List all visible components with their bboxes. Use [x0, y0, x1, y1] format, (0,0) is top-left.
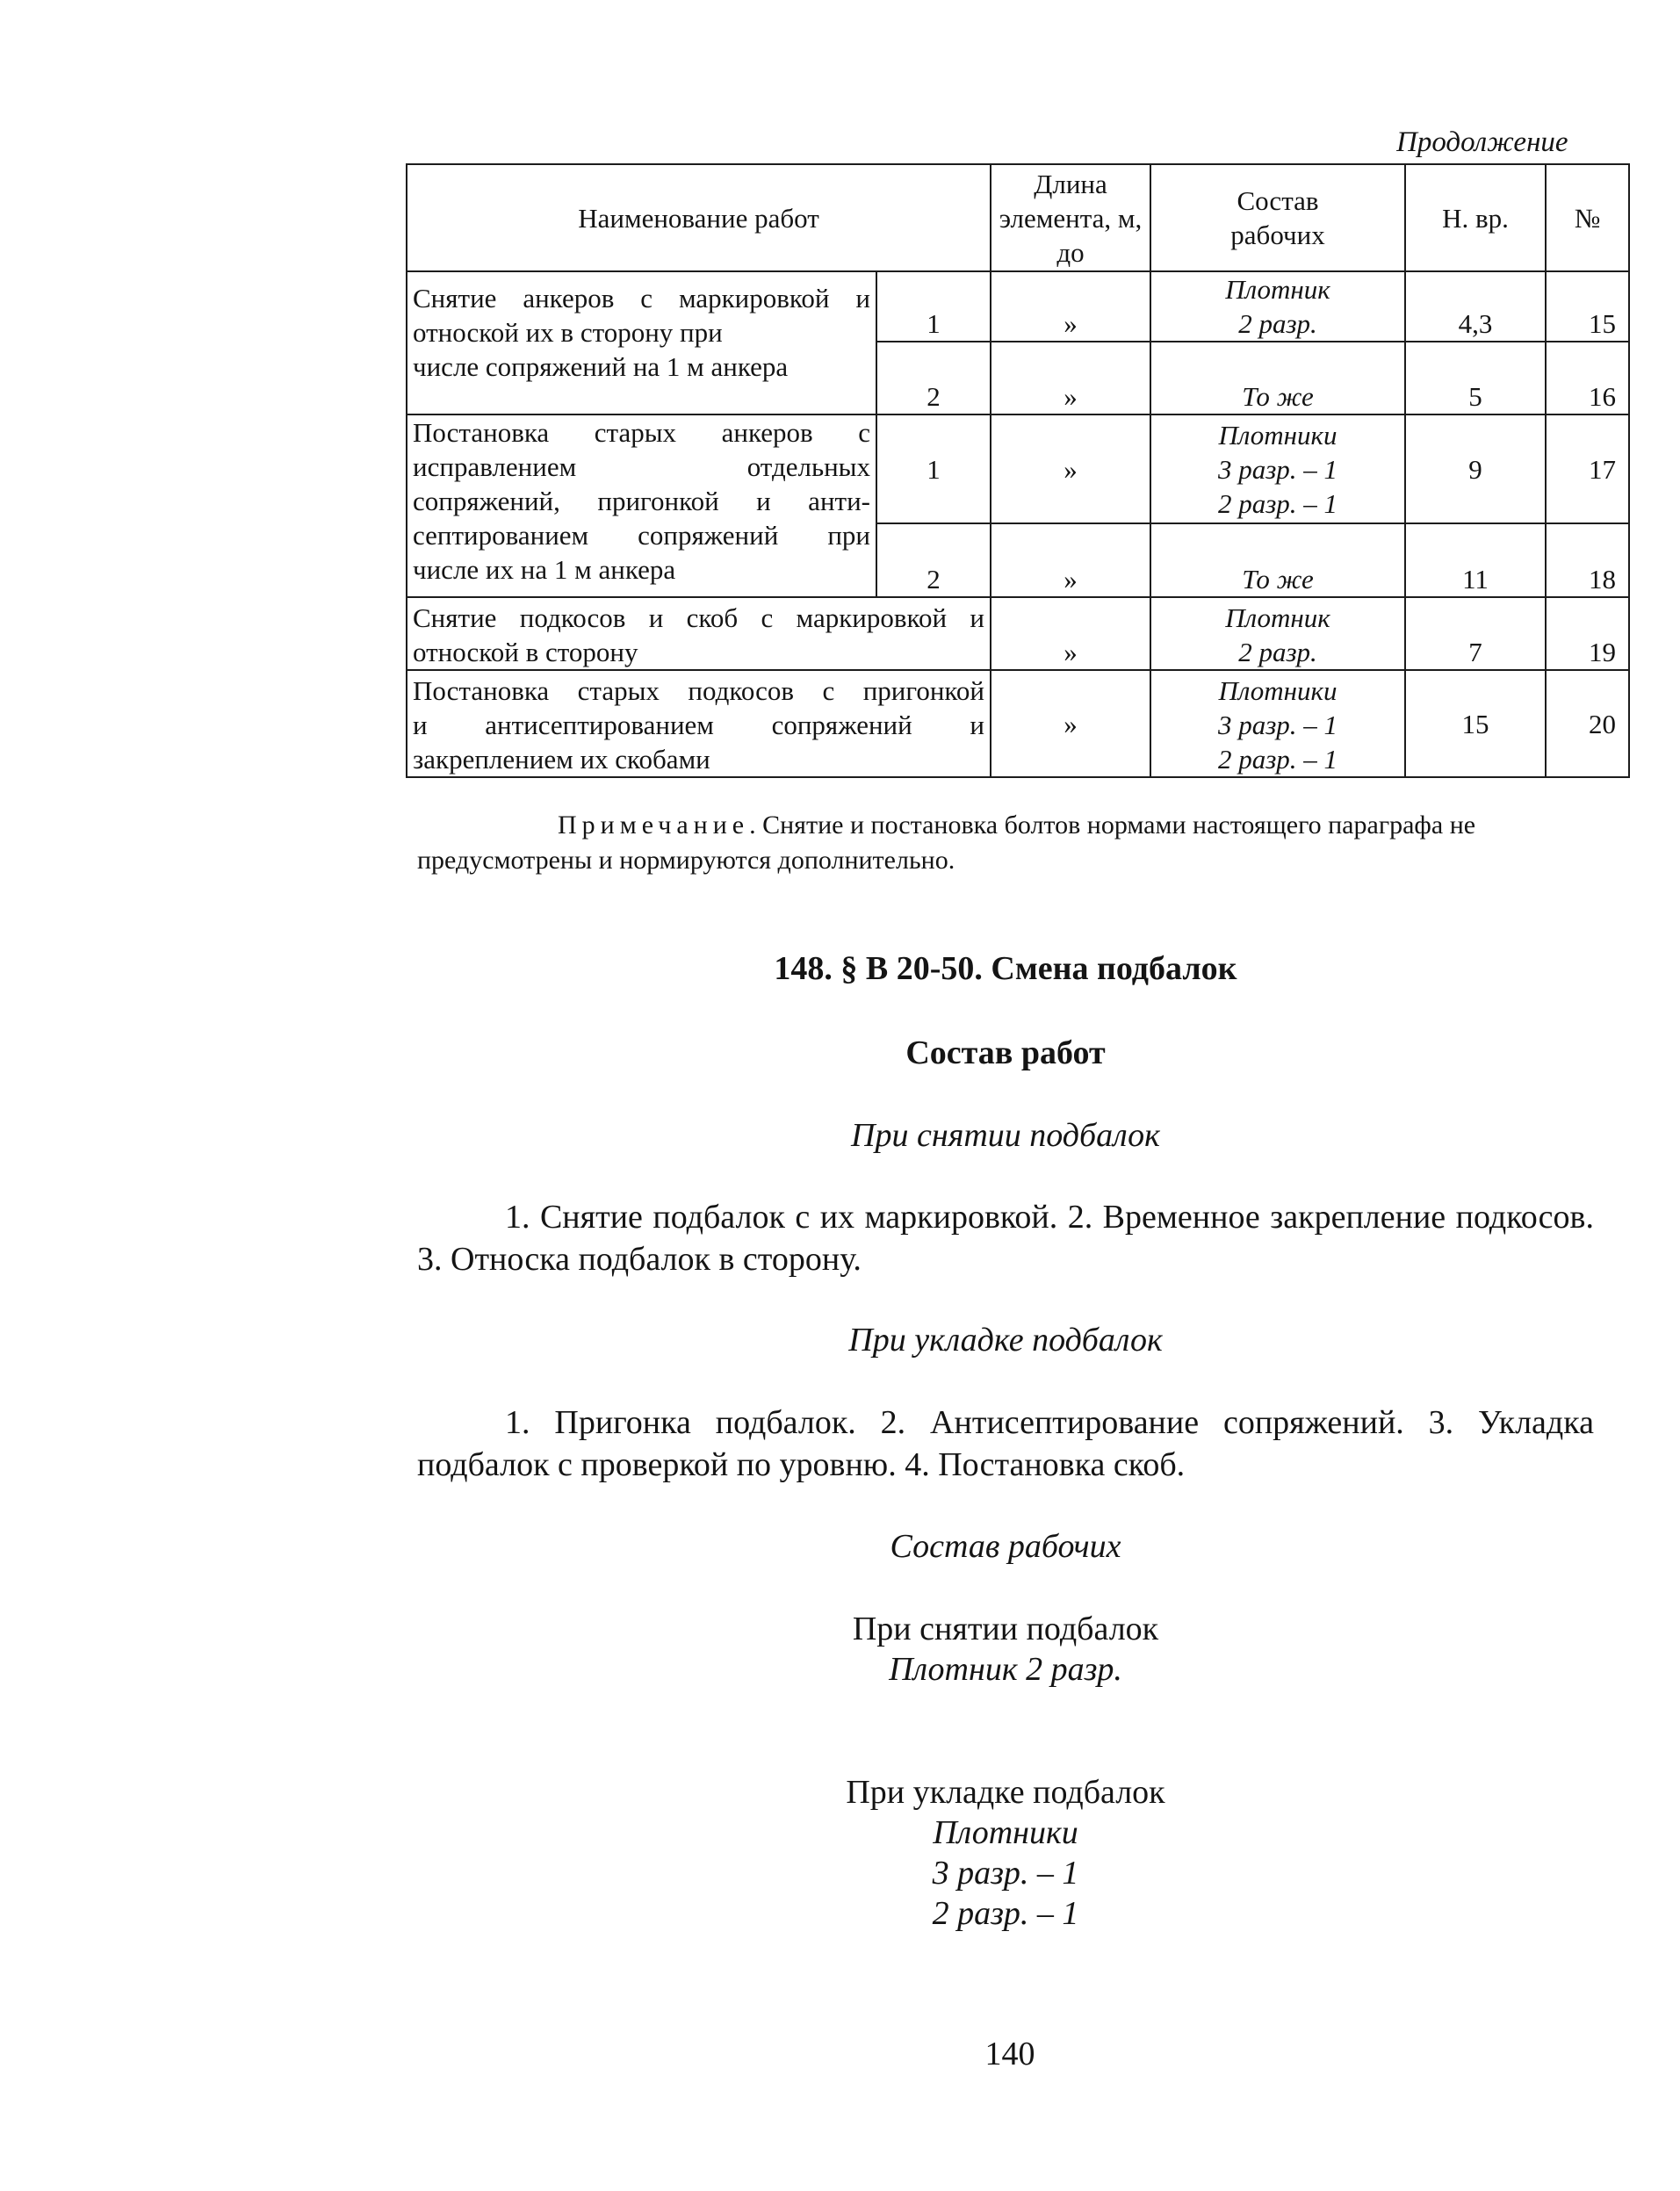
crew-cell: То же	[1150, 523, 1405, 597]
workers-laying-crew-grade2: 2 разр. – 1	[932, 1895, 1079, 1932]
header-num: №	[1546, 164, 1629, 271]
note-text: . Снятие и постановка болтов нормами настоящего параграфа не предусмотрены и нормируются дополнительно.	[417, 811, 1476, 875]
work-name-cell: Снятие анкеров с маркировкой и отноской их в сторону при числе сопряжений на 1 м анкера	[407, 271, 876, 414]
table-note	[417, 808, 1594, 878]
norm-cell: 4,3	[1405, 271, 1546, 342]
table-row	[407, 597, 1629, 670]
note-label: Примечание	[558, 811, 750, 840]
workers-laying-crew-grade3: 3 разр. – 1	[932, 1855, 1079, 1892]
num-cell: 15	[1546, 271, 1629, 342]
work-name-cell: Снятие подкосов и скоб с маркировкой и отноской в сторону	[407, 597, 991, 670]
num-cell: 19	[1546, 597, 1629, 670]
length-cell: »	[991, 271, 1150, 342]
header-length: Длина элемента, м, до	[991, 164, 1150, 271]
work-composition-title: Состав работ	[905, 1034, 1106, 1071]
length-cell: »	[991, 670, 1150, 777]
header-name: Наименование работ	[407, 164, 991, 271]
num-cell: 18	[1546, 523, 1629, 597]
workers-laying-label: При укладке подбалок	[846, 1774, 1165, 1811]
table-row	[407, 414, 1629, 523]
crew-cell: То же	[1150, 342, 1405, 414]
length-cell: »	[991, 523, 1150, 597]
workers-laying-crew-title: Плотники	[933, 1814, 1078, 1851]
work-name-cell: Постановка старых подкосов с пригонкой и антисептированием сопряжений и закреплением их скобами	[407, 670, 991, 777]
norm-cell: 15	[1405, 670, 1546, 777]
norms-table	[406, 163, 1630, 778]
sub-cell: 2	[876, 523, 991, 597]
num-cell: 17	[1546, 414, 1629, 523]
crew-cell: Плотники 3 разр. – 1 2 разр. – 1	[1150, 414, 1405, 523]
workers-removal-label: При снятии подбалок	[852, 1611, 1159, 1647]
table-row	[407, 271, 1629, 342]
workers-laying	[417, 1772, 1594, 1934]
section-title: 148. § В 20-50. Смена подбалок	[774, 950, 1237, 987]
crew-cell: Плотник 2 разр.	[1150, 271, 1405, 342]
norm-cell: 11	[1405, 523, 1546, 597]
table-row	[407, 670, 1629, 777]
continuation-label: Продолжение	[1396, 126, 1568, 158]
workers-removal	[417, 1609, 1594, 1690]
sub-cell: 1	[876, 414, 991, 523]
length-cell: »	[991, 597, 1150, 670]
sub-cell: 2	[876, 342, 991, 414]
crew-cell: Плотники 3 разр. – 1 2 разр. – 1	[1150, 670, 1405, 777]
length-cell: »	[991, 414, 1150, 523]
laying-heading: При укладке подбалок	[848, 1322, 1163, 1359]
page-number: 140	[984, 2036, 1035, 2072]
workers-title: Состав рабочих	[890, 1528, 1121, 1565]
workers-removal-crew: Плотник 2 разр.	[889, 1651, 1122, 1688]
length-cell: »	[991, 342, 1150, 414]
sub-cell: 1	[876, 271, 991, 342]
table-header-row	[407, 164, 1629, 271]
crew-cell: Плотник 2 разр.	[1150, 597, 1405, 670]
num-cell: 16	[1546, 342, 1629, 414]
norm-cell: 7	[1405, 597, 1546, 670]
removal-heading: При снятии подбалок	[851, 1117, 1160, 1154]
removal-text: 1. Снятие подбалок с их маркировкой. 2. Временное закрепление подкосов. 3. Относка подбалок в сторону.	[417, 1199, 1594, 1278]
num-cell: 20	[1546, 670, 1629, 777]
header-norm: Н. вр.	[1405, 164, 1546, 271]
work-name-cell: Постановка старых анкеров с исправлением отдельных сопряжений, пригонкой и анти- септированием сопряжений при числе их на 1 м анкера	[407, 414, 876, 597]
laying-text: 1. Пригонка подбалок. 2. Антисептирование сопряжений. 3. Укладка подбалок с проверкой по уровню. 4. Постановка скоб.	[417, 1404, 1594, 1483]
header-crew: Состав рабочих	[1150, 164, 1405, 271]
norm-cell: 9	[1405, 414, 1546, 523]
norm-cell: 5	[1405, 342, 1546, 414]
